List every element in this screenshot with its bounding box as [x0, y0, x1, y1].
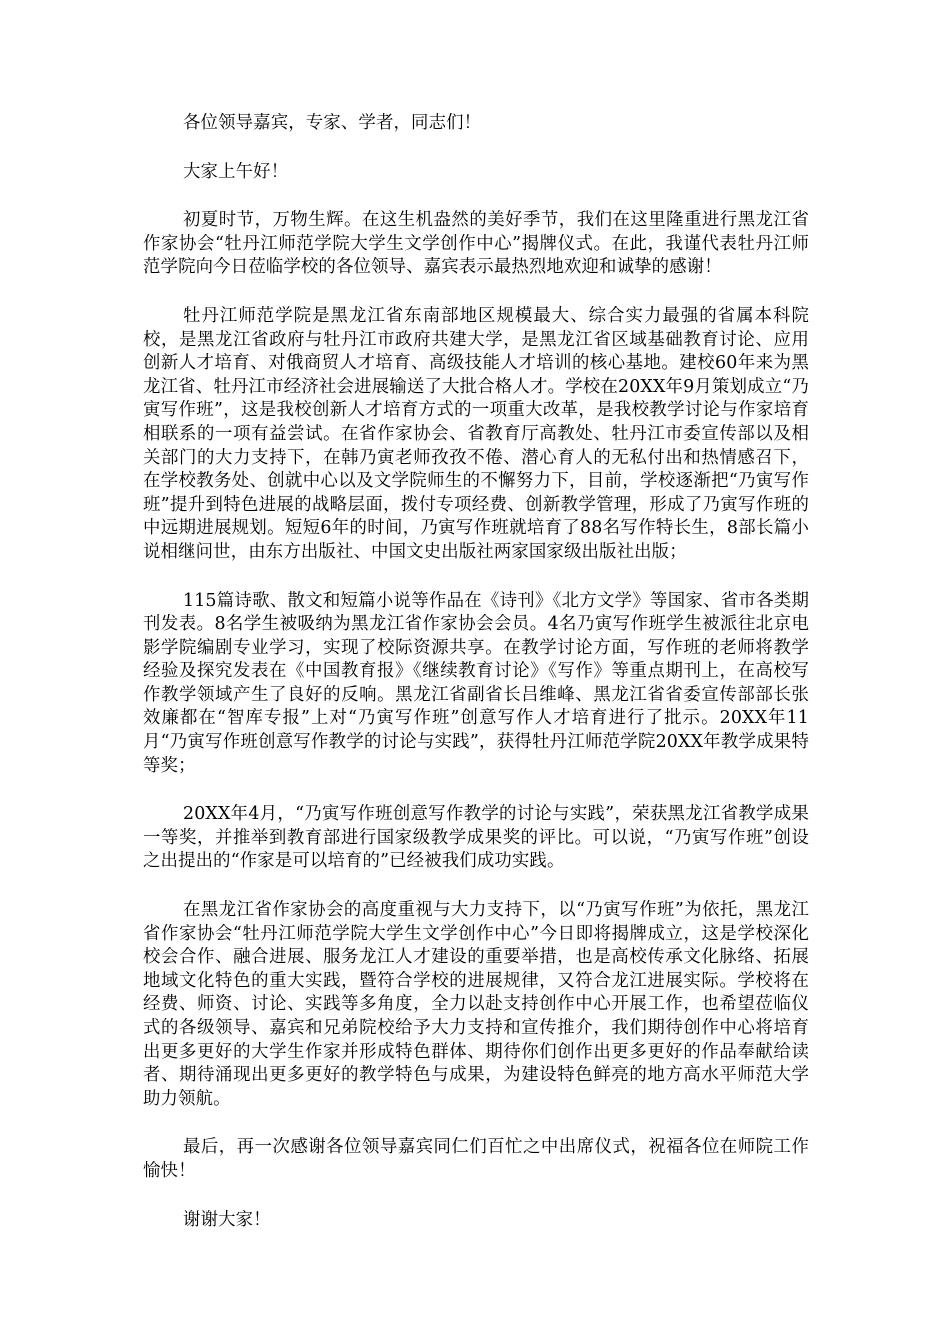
center-founding-paragraph: 在黑龙江省作家协会的高度重视与大力支持下，以“乃寅写作班”为依托，黑龙江省作家协会“牡丹江师范学院大学生文学创作中心”今日即将揭牌成立，这是学校深化校会合作、融合进展、服务龙江人才建设的重要举措，也是高校传承文化脉络、拓展地域文化特色的重大实践，暨符合学校的进展规律，又符合龙江进展实际。学校将在经费、师资、讨论、实践等多角度，全力以赴支持创作中心开展工作，也希望莅临仪式的各级领导、嘉宾和兄弟院校给予大力支持和宣传推介，我们期待创作中心将培育出更多更好的大学生作家并形成特色群体、期待你们创作出更多更好的作品奉献给读者、期待涌现出更多更好的教学特色与成果，为建设特色鲜亮的地方高水平师范大学助力领航。 — [143, 900, 809, 1109]
document-body — [143, 112, 809, 1257]
achievements-paragraph: 115篇诗歌、散文和短篇小说等作品在《诗刊》《北方文学》等国家、省市各类期刊发表。8名学生被吸纳为黑龙江省作家协会会员。4名乃寅写作班学生被派往北京电影学院编剧专业学习，实现了校际资源共享。在教学讨论方面，写作班的老师将教学经验及探究发表在《中国教育报》《继续教育讨论》《写作》等重点期刊上，在高校写作教学领域产生了良好的反响。黑龙江省副省长吕维峰、黑龙江省省委宣传部部长张效廉都在“智库专报”上对“乃寅写作班”创意写作人才培育进行了批示。20XX年11月“乃寅写作班创意写作教学的讨论与实践”，获得牡丹江师范学院20XX年教学成果特等奖； — [143, 590, 809, 776]
greeting-paragraph: 各位领导嘉宾，专家、学者，同志们！ — [183, 113, 482, 133]
award-paragraph: 20XX年4月，“乃寅写作班创意写作教学的讨论与实践”，荣获黑龙江省教学成果一等奖，并推举到教育部进行国家级教学成果奖的评比。可以说，“乃寅写作班”创设之出提出的“作家是可以培育的”已经被我们成功实践。 — [143, 804, 809, 872]
closing-thanks-paragraph: 最后，再一次感谢各位领导嘉宾同仁们百忙之中出席仪式，祝福各位在师院工作愉快！ — [143, 1137, 809, 1181]
college-introduction-paragraph: 牡丹江师范学院是黑龙江省东南部地区规模最大、综合实力最强的省属本科院校，是黑龙江省政府与牡丹江市政府共建大学，是黑龙江省区域基础教育讨论、应用创新人才培育、对俄商贸人才培育、高级技能人才培训的核心基地。建校60年来为黑龙江省、牡丹江市经济社会进展输送了大批合格人才。学校在20XX年9月策划成立“乃寅写作班”，这是我校创新人才培育方式的一项重大改革，是我校教学讨论与作家培育相联系的一项有益尝试。在省作家协会、省教育厅高教处、牡丹江市委宣传部以及相关部门的大力支持下，在韩乃寅老师孜孜不倦、潜心育人的无私付出和热情感召下，在学校教务处、创就中心以及文学院师生的不懈努力下，目前，学校逐渐把“乃寅写作班”提升到特色进展的战略层面，拨付专项经费、创新教学管理，形成了乃寅写作班的中远期进展规划。短短6年的时间，乃寅写作班就培育了88名写作特长生，8部长篇小说相继问世，由东方出版社、中国文史出版社两家国家级出版社出版； — [143, 305, 809, 562]
morning-greeting-paragraph: 大家上午好！ — [183, 161, 289, 182]
final-thanks-paragraph: 谢谢大家！ — [183, 1209, 271, 1230]
opening-paragraph: 初夏时节，万物生辉。在这生机盎然的美好季节，我们在这里隆重进行黑龙江省作家协会“牡丹江师范学院大学生文学创作中心”揭牌仪式。在此，我谨代表牡丹江师范学院向今日莅临学校的各位领导、嘉宾表示最热烈地欢迎和诚挚的感谢！ — [143, 210, 809, 278]
